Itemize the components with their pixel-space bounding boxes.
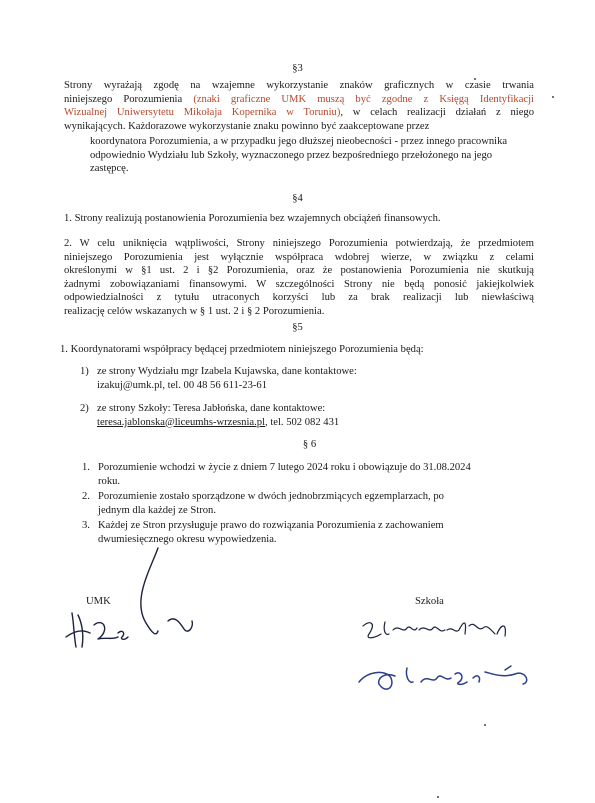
- scan-speck: [552, 96, 554, 98]
- scan-speck: [437, 796, 439, 798]
- section-3-paragraph-cont: [64, 135, 534, 176]
- section-5-intro: 1. Koordynatorami współpracy będącej przedmiotem niniejszego Porozumienia będą:: [60, 344, 424, 355]
- umk-handwritten-signature: [60, 545, 230, 660]
- section-6-heading: § 6: [302, 439, 317, 450]
- section-4-point-1: 1. Strony realizują postanowienia Porozumienia bez wzajemnych obciążeń finansowych.: [64, 213, 441, 224]
- section-6-item-2-number: 2.: [82, 491, 90, 502]
- scan-speck: [474, 78, 476, 80]
- coordinator-2-email-link[interactable]: teresa.jablonska@liceumhs-wrzesnia.pl: [97, 416, 266, 428]
- section-6-item-1: Porozumienie wchodzi w życie z dniem 7 lutego 2024 roku i obowiązuje do 31.08.2024 roku.: [98, 462, 471, 487]
- section-4-p2-line: realizację celów wskazanych w § 1 ust. 2 i § 2 Porozumienia.: [64, 305, 325, 317]
- coordinator-2: ze strony Szkoły: Teresa Jabłońska, dane kontaktowe: teresa.jablonska@liceumhs-wrzesnia.pl, tel. 502 082 431: [97, 403, 340, 428]
- coordinator-1: ze strony Wydziału mgr Izabela Kujawska, dane kontaktowe: izakuj@umk.pl, tel. 00 48 56 611-23-61: [97, 366, 357, 391]
- section-4-p2-line: niniejszego Porozumienia jest wyłącznie współpraca wdobrej wierze, w związku z celami: [64, 251, 534, 263]
- section-6-item-1-number: 1.: [82, 462, 90, 473]
- signature-label-school: Szkoła: [415, 596, 444, 607]
- section-6-item-3-number: 3.: [82, 520, 90, 531]
- section-4-heading: §4: [292, 193, 303, 204]
- section-6-item-2: Porozumienie zostało sporządzone w dwóch jednobrzmiących egzemplarzach, po jednym dla każdej ze Stron.: [98, 491, 444, 516]
- section-4-p2-line: żadnymi zobowiązaniami finansowymi. W szczególności Strony nie będą ponosić jakiejkolwiek: [64, 278, 534, 290]
- coordinator-1-number: 1): [80, 366, 89, 377]
- section-4-p2-line: określonymi w §1 ust. 2 i §2 Porozumienia, oraz że postanowienia Porozumienia nie skutkują: [64, 265, 534, 277]
- section-3-heading: §3: [292, 63, 303, 74]
- section-3-line-5: koordynatora Porozumienia, a w przypadku jego dłuższej nieobecności - przez innego pracownika: [90, 136, 508, 147]
- section-3-line-2: niniejszego Porozumienia (znaki graficzne UMK muszą być zgodne z Księgą Identyfikacji: [64, 93, 534, 105]
- section-5-heading: §5: [292, 322, 303, 333]
- coordinator-2-number: 2): [80, 403, 89, 414]
- section-4-p2-line: odpowiedzialności z tytułu utraconych korzyści lub za brak realizacji lub niewłaściwą: [64, 292, 534, 304]
- section-3-line-1: Strony wyrażają zgodę na wzajemne wykorzystanie znaków graficznych w czasie trwania: [64, 80, 534, 91]
- section-3-line-7: zastępcę.: [90, 163, 129, 175]
- section-3-line-6: odpowiednio Wydziału lub Szkoły, wyznaczonego przez bezpośredniego przełożonego na jego: [90, 149, 493, 161]
- section-3-paragraph: [64, 79, 534, 133]
- section-6-item-3: Każdej ze Stron przysługuje prawo do rozwiązania Porozumienia z zachowaniem dwumiesięcznego okresu wypowiedzenia.: [98, 520, 444, 545]
- school-handwritten-signature: [355, 612, 545, 707]
- section-3-line-4: wynikających. Każdorazowe wykorzystanie znaku powinno być zaakceptowane przez: [64, 120, 430, 132]
- section-4-p2-line: 2. W celu uniknięcia wątpliwości, Strony niniejszego Porozumienia potwierdzają, że przedmiotem: [64, 238, 534, 249]
- section-3-line-3: Wizualnej Uniwersytetu Mikołaja Kopernika w Toruniu), w celach realizacji działań z niego: [64, 107, 535, 119]
- section-4-point-2: [64, 237, 534, 319]
- scan-speck: [484, 724, 486, 726]
- signature-label-umk: UMK: [86, 596, 111, 607]
